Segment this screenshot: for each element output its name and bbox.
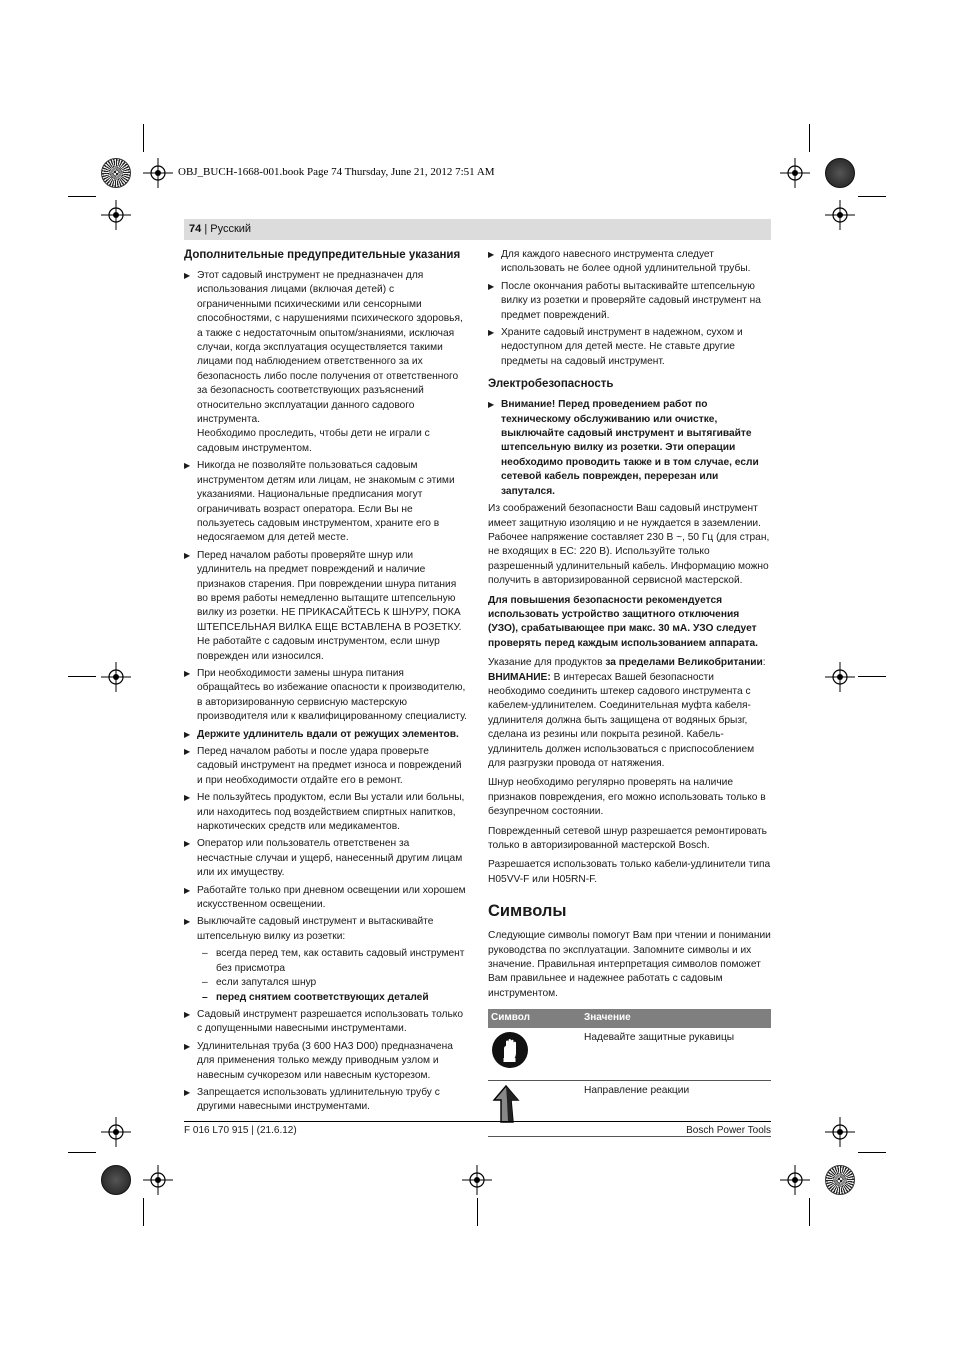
symbol-meaning: Надевайте защитные рукавицы <box>581 1028 771 1081</box>
registration-cross-icon <box>143 1165 173 1195</box>
table-header-symbol: Символ <box>488 1009 581 1027</box>
paragraph: Из соображений безопасности Ваш садовый инструмент имеет защитную изоляцию и не нуждается в заземлении. Рабочее напряжение составляет 230 В ~, 50 Гц (для стран, не входящих в ЕС: 220 В). Используйте только разрешенный удлинительный кабель. Информацию можно получить в авторизированной сервисной мастерской. <box>488 503 770 587</box>
paragraph: Для повышения безопасности рекомендуется использовать устройство защитного отключения (УЗО), срабатывающее при макс. 30 мА. УЗО следует проверять перед каждым использованием аппарата. <box>488 594 758 649</box>
list-item: ▶ Перед началом работы проверяйте шнур или удлинитель на предмет повреждений и наличие признаков старения. При повреждении шнура питания во время работы немедленно вытащите штепсельную вилку из розетки. НЕ ПРИКАСАЙТЕСЬ К ШНУРУ, ПОКА ШТЕПСЕЛЬНАЯ ВИЛКА ЕЩЕ ВСТАВЛЕНА В РОЗЕТКУ. Не работайте с садовым инструментом, если шнур поврежден или износился. <box>184 549 462 662</box>
paragraph: Шнур необходимо регулярно проверять на наличие признаков повреждения, его можно использовать только в безупречном состоянии. <box>488 777 766 818</box>
paragraph: Следующие символы помогут Вам при чтении и понимании руководства по эксплуатации. Запомните символы и их значение. Правильная интерпретация символов поможет Вам правильнее и надежнее работать с садовым инструментом. <box>488 930 771 999</box>
registration-cross-icon <box>825 1117 855 1147</box>
list-item: ▶ Перед началом работы и после удара проверьте садовый инструмент на предмет износа и повреждений и при необходимости отдайте его в ремонт. <box>184 746 462 786</box>
left-column <box>184 248 467 1118</box>
registration-cross-icon <box>143 158 173 188</box>
footer-rule <box>184 1121 771 1122</box>
file-info-line: OBJ_BUCH-1668-001.book Page 74 Thursday, June 21, 2012 7:51 AM <box>178 166 495 178</box>
paragraph: Разрешается использовать только кабели-удлинители типа H05VV-F или H05RN-F. <box>488 859 771 885</box>
registration-cross-icon <box>825 662 855 692</box>
bullet-arrow-icon: ▶ <box>488 328 495 338</box>
registration-pie-icon <box>825 158 855 188</box>
list-item: ▶ Храните садовый инструмент в надежном, сухом и недоступном для детей месте. Не ставьте другие предметы на садовый инструмент. <box>488 327 743 367</box>
bullet-arrow-icon: ▶ <box>184 550 191 560</box>
registration-cross-icon <box>101 662 131 692</box>
registration-cross-icon <box>101 200 131 230</box>
list-item: ▶ Запрещается использовать удлинительную трубу с другими навесными инструментами. <box>184 1086 440 1113</box>
registration-cross-icon <box>101 1117 131 1147</box>
dash-list <box>184 947 467 1005</box>
section-heading-additional-warnings: Дополнительные предупредительные указания <box>184 249 461 261</box>
bullet-arrow-icon: ▶ <box>488 281 495 291</box>
bullet-arrow-icon: ▶ <box>184 839 191 849</box>
dash-item: – если запутался шнур <box>202 977 317 989</box>
list-item: ▶ Не пользуйтесь продуктом, если Вы устали или больны, или находитесь под воздействием спиртных напитков, наркотических средств или медикаментов. <box>184 792 465 833</box>
list-item: ▶ Работайте только при дневном освещении или хорошем искусственном освещении. <box>184 884 466 911</box>
bullet-arrow-icon: ▶ <box>184 747 191 756</box>
list-item: ▶ Держите удлинитель вдали от режущих элементов. <box>184 728 467 742</box>
dash-item: – всегда перед тем, как оставить садовый инструмент без присмотра <box>202 948 465 974</box>
bullet-arrow-icon: ▶ <box>184 1009 191 1019</box>
list-item: ▶ Выключайте садовый инструмент и вытаскивайте штепсельную вилку из розетки: <box>184 916 434 942</box>
registration-cross-icon <box>825 200 855 230</box>
section-heading-symbols: Символы <box>488 902 567 921</box>
page-number: 74 <box>189 223 202 235</box>
bullet-arrow-icon: ▶ <box>488 250 495 259</box>
registration-pie-icon <box>101 1165 131 1195</box>
list-item: ▶ При необходимости замены шнура питания обращайтесь во избежание опасности к производителю, в авторизированную сервисную мастерскую производителя или к квалифицированному специалисту. <box>184 667 467 723</box>
reaction-arrow-icon <box>491 1084 521 1124</box>
header-language: Русский <box>210 223 252 235</box>
registration-cross-icon <box>780 1165 810 1195</box>
list-item: ▶ Никогда не позволяйте пользоваться садовым инструментом детям или лицам, не знакомым с этими указаниями. Национальные предписания могут ограничивать возраст оператора. Если Вы не пользуетесь садовым инструментом, храните его в недосягаемом для детей месте. <box>184 460 455 544</box>
list-item: ▶ Оператор или пользователь ответственен за несчастные случаи и ущерб, нанесенный другим лицам или их имуществу. <box>184 838 463 879</box>
dash-item: – перед снятием соответствующих деталей <box>202 991 429 1003</box>
bullet-arrow-icon: ▶ <box>184 1041 191 1051</box>
header-separator: | <box>204 223 208 235</box>
registration-pie-icon <box>825 1165 855 1195</box>
list-item: ▶ Внимание! Перед проведением работ по техническому обслуживанию или очистке, выключайте садовый инструмент и вытягивайте штепсельную вилку из розетки. Эти операции необходимо проводить также и в том случае, если сетевой кабель поврежден, перерезан или запутался. <box>488 399 759 497</box>
bullet-arrow-icon: ▶ <box>184 271 191 280</box>
section-heading-electrical-safety: Электробезопасность <box>488 378 614 391</box>
registration-pie-icon <box>101 158 131 188</box>
list-item: ▶ Этот садовый инструмент не предназначен для использования лицами (включая детей) с ограниченными психическими или сенсорными способностями, с нарушениями психического здоровья, а также с недостаточным опытом/знаниями, исключая случаи, когда эксплуатация осуществляется такими лицами под наблюдением ответственного за их безопасность либо после получения от ответственного за безопасность соответствующих разъяснений относительно эксплуатации данного садового инструмента. Необходимо проследить, чтобы дети не играли с садовым инструментом. <box>184 270 463 454</box>
right-column <box>488 248 771 1137</box>
bullet-arrow-icon: ▶ <box>184 729 191 739</box>
registration-cross-icon <box>462 1165 492 1195</box>
symbol-meaning: Направление реакции <box>581 1081 771 1136</box>
list-item: ▶ Удлинительная труба (3 600 HA3 D00) предназначена для применения только между приводным узлом и навесным сучкорезом или навесным кусторезом. <box>184 1040 453 1081</box>
list-item: ▶ Для каждого навесного инструмента следует использовать не более одной удлинительной трубы. <box>488 249 751 275</box>
table-header-meaning: Значение <box>581 1009 771 1027</box>
table-row <box>488 1028 771 1081</box>
bullet-arrow-icon: ▶ <box>184 461 191 471</box>
bullet-arrow-icon: ▶ <box>184 1087 191 1097</box>
list-item: ▶ После окончания работы вытаскивайте штепсельную вилку из розетки и проверяйте садовый инструмент на предмет повреждений. <box>488 280 761 321</box>
bullet-arrow-icon: ▶ <box>184 885 191 895</box>
gloves-icon <box>491 1031 529 1069</box>
bullet-arrow-icon: ▶ <box>184 668 191 678</box>
bullet-arrow-icon: ▶ <box>488 400 495 410</box>
symbols-table <box>488 1009 771 1136</box>
paragraph: Указание для продуктов за пределами Великобритании: ВНИМАНИЕ: В интересах Вашей безопасности необходимо соединить штекер садового инструмента с кабелем-удлинителем. Соединительная муфта кабеля-удлинителя должна быть защищена от водяных брызг, сделана из резины или покрыта резиной. Кабель-удлинитель должен использоваться с приспособлением для разгрузки провода от натяжения. <box>488 657 766 769</box>
page-header <box>184 219 771 240</box>
registration-cross-icon <box>780 158 810 188</box>
bullet-arrow-icon: ▶ <box>184 917 191 927</box>
list-item: ▶ Садовый инструмент разрешается использовать только с допущенными навесными инструментами. <box>184 1008 464 1035</box>
paragraph: Поврежденный сетевой шнур разрешается ремонтировать только в авторизированной мастерской Bosch. <box>488 825 767 852</box>
footer-brand: Bosch Power Tools <box>686 1125 771 1136</box>
footer-doc-number: F 016 L70 915 | (21.6.12) <box>184 1125 297 1136</box>
bullet-arrow-icon: ▶ <box>184 793 191 803</box>
